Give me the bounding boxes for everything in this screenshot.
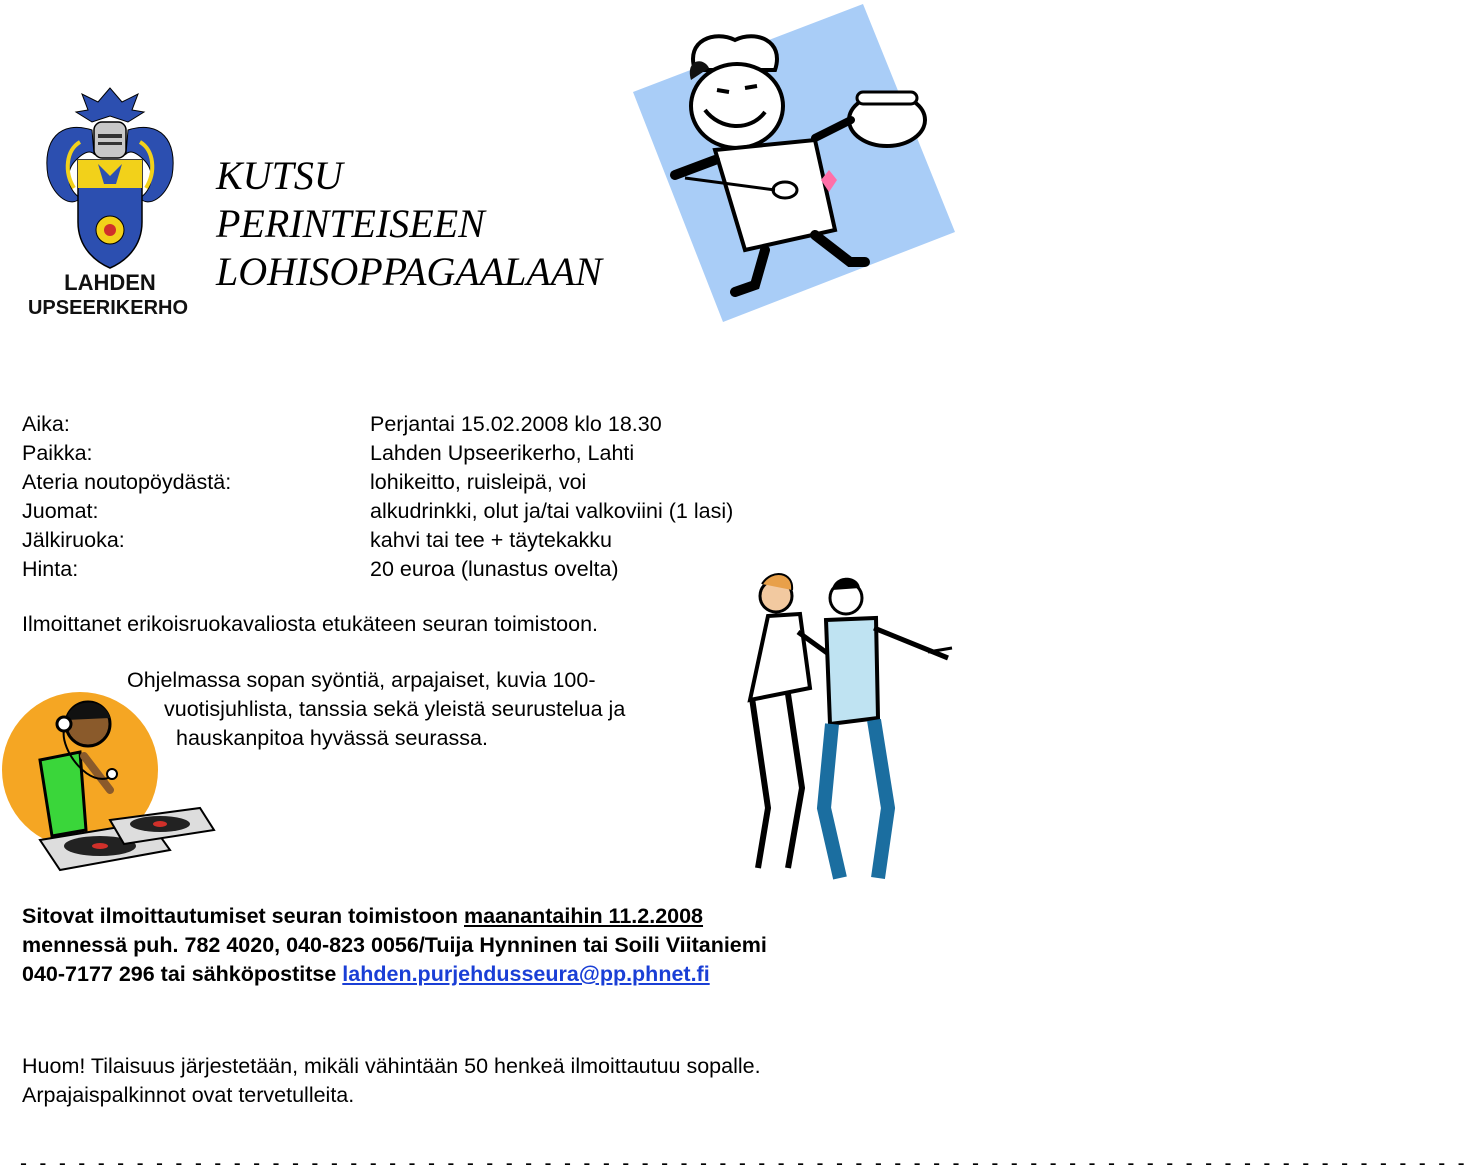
registration-line-2: mennessä puh. 782 4020, 040-823 0056/Tuija Hynninen tai Soili Viitaniemi	[22, 933, 767, 957]
title-line-1: KUTSU	[216, 153, 343, 198]
detail-value-dessert: kahvi tai tee + täytekakku	[370, 528, 613, 552]
dancers-illustration	[728, 568, 960, 883]
detail-value-drinks: alkudrinkki, olut ja/tai valkoviini (1 lasi)	[370, 499, 734, 523]
dj-icon	[0, 690, 215, 880]
chef-icon	[625, 0, 960, 330]
notice-line-2: Arpajaispalkinnot ovat tervetulleita.	[22, 1083, 355, 1107]
program-line-1: Ohjelmassa sopan syöntiä, arpajaiset, kuvia 100-	[127, 668, 596, 692]
title-line-2: PERINTEISEEN	[216, 201, 485, 246]
program-line-3: hauskanpitoa hyvässä seurassa.	[176, 726, 488, 750]
registration-deadline: maanantaihin 11.2.2008	[464, 904, 704, 928]
registration-line-3	[22, 960, 710, 989]
registration-phone-text: 040-7177 296 tai sähköpostitse	[22, 962, 343, 986]
detail-label-price: Hinta:	[22, 557, 79, 581]
detail-label-place: Paikka:	[22, 441, 93, 465]
svg-text:LAHDEN: LAHDEN	[64, 270, 156, 295]
detail-value-time: Perjantai 15.02.2008 klo 18.30	[370, 412, 662, 436]
svg-text:UPSEERIKERHO: UPSEERIKERHO	[27, 297, 189, 319]
detail-value-price: 20 euroa (lunastus ovelta)	[370, 557, 619, 581]
program-line-2: vuotisjuhlista, tanssia sekä yleistä seurustelua ja	[164, 697, 626, 721]
cut-line-separator: - - - - - - - - - - - - - - - - - - - - - - - - - - - - - - - - - - - - - - - - - - - - - - - - - - - - - - - - - - - - - - - - - - - - - - - - - - -	[20, 1152, 1468, 1175]
dj-illustration	[0, 690, 215, 880]
detail-value-place: Lahden Upseerikerho, Lahti	[370, 441, 635, 465]
registration-line-1	[22, 902, 703, 931]
chef-illustration	[625, 0, 960, 330]
detail-label-dessert: Jälkiruoka:	[22, 528, 125, 552]
diet-note: Ilmoittanet erikoisruokavaliosta etukäteen seuran toimistoon.	[22, 612, 599, 636]
dancers-icon	[728, 568, 960, 883]
registration-text: Sitovat ilmoittautumiset seuran toimistoon	[22, 904, 464, 928]
title-line-3: LOHISOPPAGAALAAN	[216, 249, 602, 294]
detail-label-drinks: Juomat:	[22, 499, 99, 523]
notice-line-1: Huom! Tilaisuus järjestetään, mikäli vähintään 50 henkeä ilmoittautuu sopalle.	[22, 1054, 761, 1078]
coat-of-arms-icon	[20, 80, 200, 320]
detail-label-meal: Ateria noutopöydästä:	[22, 470, 232, 494]
club-logo	[20, 80, 200, 320]
email-link[interactable]: lahden.purjehdusseura@pp.phnet.fi	[342, 962, 710, 986]
detail-value-meal: lohikeitto, ruisleipä, voi	[370, 470, 587, 494]
detail-label-time: Aika:	[22, 412, 70, 436]
